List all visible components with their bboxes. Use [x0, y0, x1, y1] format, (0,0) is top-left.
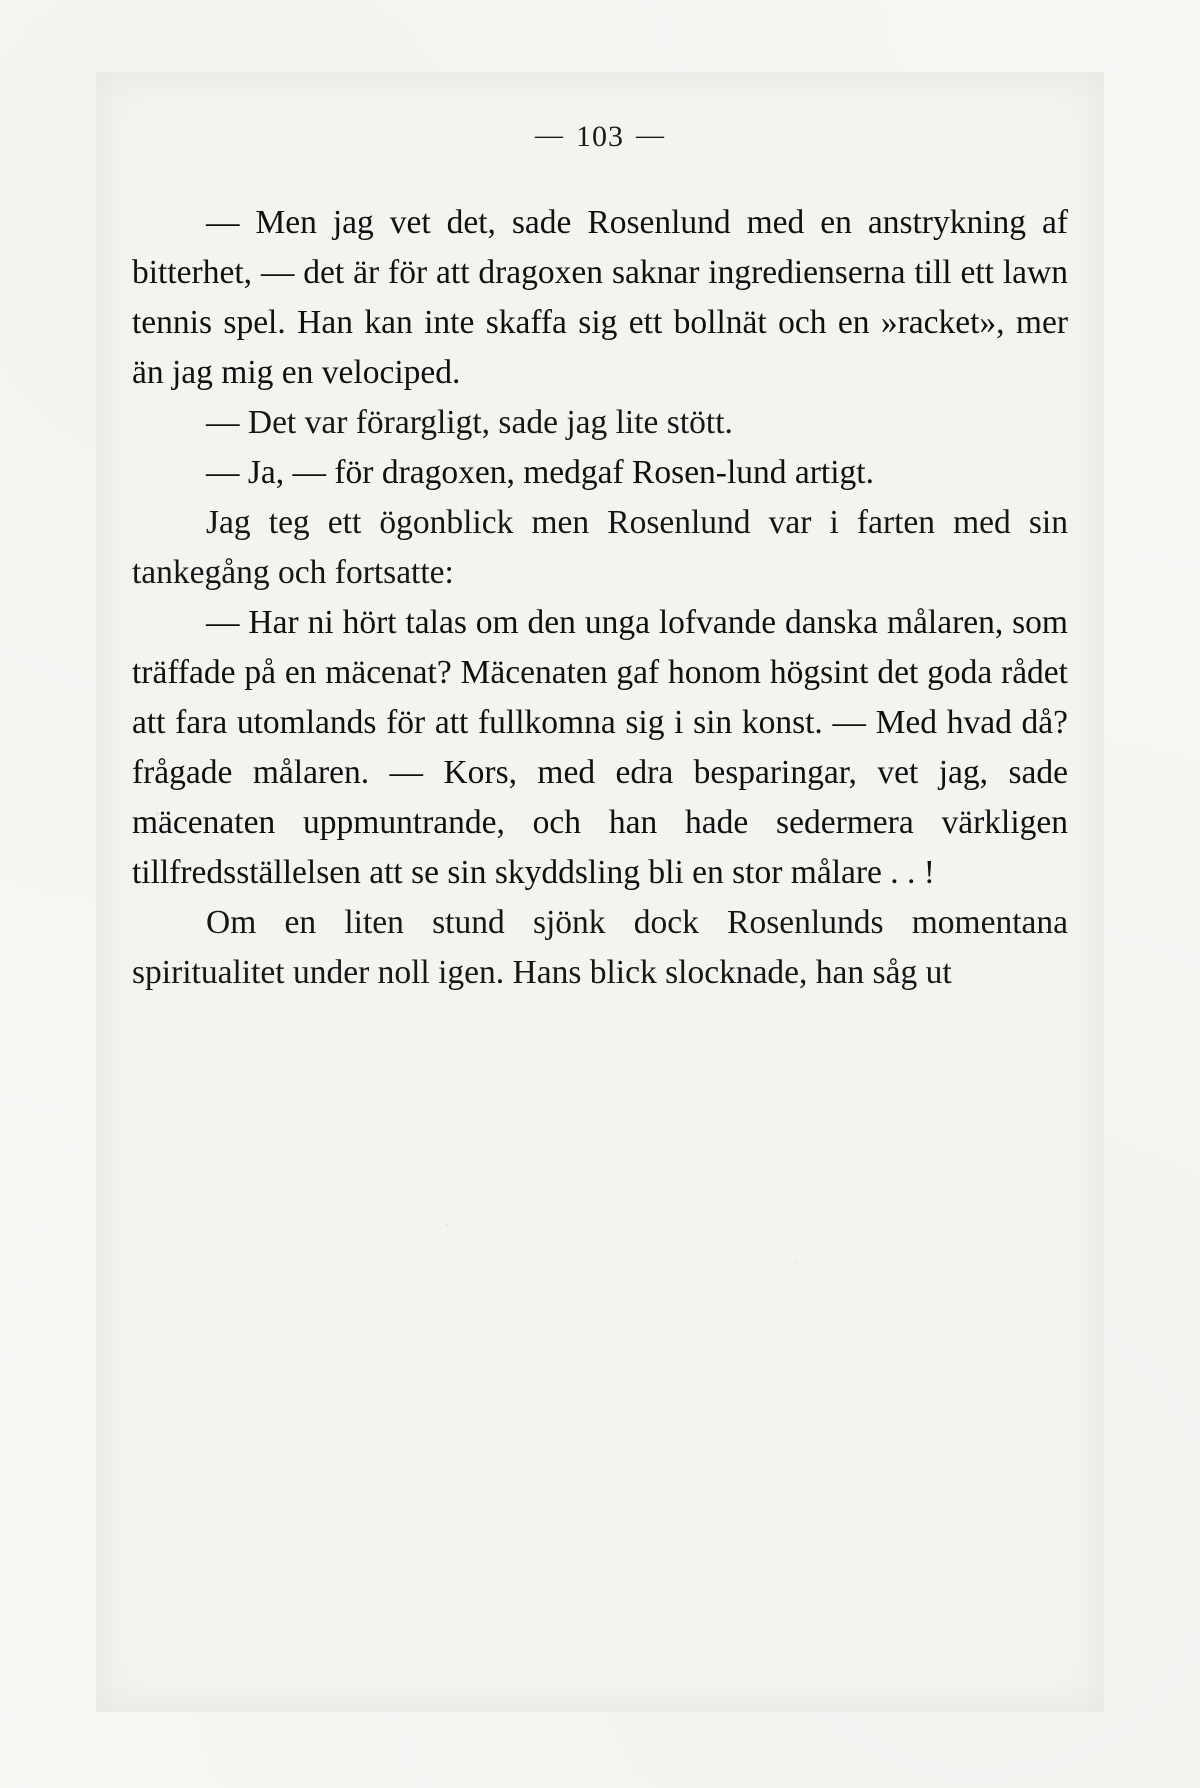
- page-scan-area: [96, 72, 1104, 1712]
- page-number: 103: [576, 120, 624, 153]
- paragraph-text: Om en liten stund sjönk dock Rosenlunds momentana spiritualitet under noll igen. Hans blick slocknade, han såg ut: [132, 904, 1068, 991]
- paragraph: [132, 498, 1068, 598]
- folio-dash-right: —: [636, 120, 665, 151]
- scan-speckle: [446, 1224, 448, 1226]
- paragraph-text: Jag teg ett ögonblick men Rosenlund var i farten med sin tankegång och fortsatte:: [132, 504, 1068, 591]
- paragraph: [132, 198, 1068, 398]
- paragraph: [132, 448, 1068, 498]
- paragraph-text: — Det var förargligt, sade jag lite stött.: [206, 404, 733, 441]
- page-folio: [96, 120, 1104, 154]
- paragraph-text: — Ja, — för dragoxen, medgaf Rosen-lund artigt.: [206, 454, 874, 491]
- folio-dash-left: —: [535, 120, 564, 151]
- scan-speckle: [796, 1262, 798, 1264]
- paragraph-text: — Men jag vet det, sade Rosenlund med en anstrykning af bitterhet, — det är för att dragoxen saknar ingredienserna till ett lawn tennis spel. Han kan inte skaffa sig ett bollnät och en »racket», mer än jag mig en velociped.: [132, 204, 1068, 391]
- paragraph-text: — Har ni hört talas om den unga lofvande danska målaren, som träffade på en mäcenat? Mäcenaten gaf honom högsint det goda rådet att fara utomlands för att fullkomna sig i sin konst. — Med hvad då? frågade målaren. — Kors, med edra besparingar, vet jag, sade mäcenaten uppmuntrande, och han hade sedermera värkligen tillfredsställelsen att se sin skyddsling bli en stor målare . . !: [132, 604, 1068, 891]
- paragraph: [132, 398, 1068, 448]
- paragraph: [132, 598, 1068, 898]
- page-body-text: [132, 198, 1068, 998]
- paragraph: [132, 898, 1068, 998]
